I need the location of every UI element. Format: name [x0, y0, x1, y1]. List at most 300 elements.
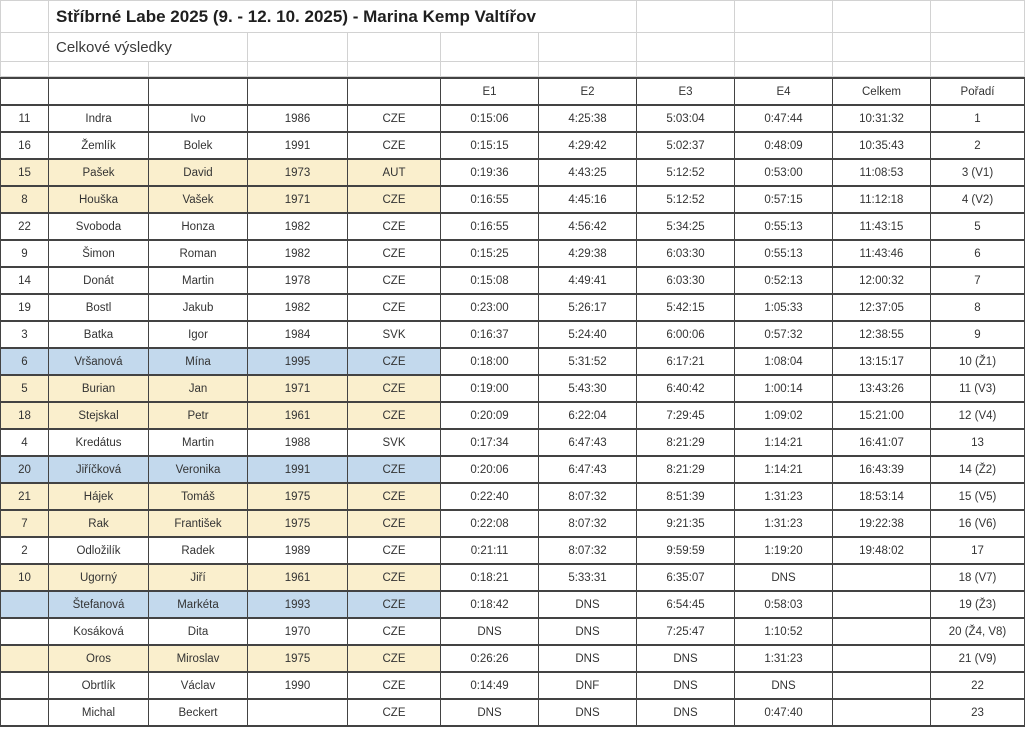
- cell-e4: 1:31:23: [735, 483, 833, 510]
- cell-e2: 5:33:31: [539, 564, 637, 591]
- table-row: [1, 132, 1025, 159]
- cell-total: 16:41:07: [833, 429, 931, 456]
- table-row: [1, 294, 1025, 321]
- cell-country: CZE: [348, 402, 441, 429]
- cell-year: 1975: [248, 645, 348, 672]
- cell-surname: Obrtlík: [49, 672, 149, 699]
- cell-e1: 0:22:08: [441, 510, 539, 537]
- cell-rank: 18 (V7): [931, 564, 1025, 591]
- cell-bib: 16: [1, 132, 49, 159]
- empty-cell: [441, 33, 539, 62]
- cell-total: 16:43:39: [833, 456, 931, 483]
- cell-e2: 4:29:42: [539, 132, 637, 159]
- cell-e3: 8:21:29: [637, 456, 735, 483]
- cell-year: 1991: [248, 456, 348, 483]
- cell-name: Martin: [149, 267, 248, 294]
- cell-total: 12:37:05: [833, 294, 931, 321]
- cell-total: 19:48:02: [833, 537, 931, 564]
- cell-year: 1971: [248, 186, 348, 213]
- cell-e4: 0:55:13: [735, 240, 833, 267]
- cell-surname: Houška: [49, 186, 149, 213]
- cell-e1: 0:14:49: [441, 672, 539, 699]
- cell-surname: Pašek: [49, 159, 149, 186]
- cell-e2: 8:07:32: [539, 537, 637, 564]
- table-row: [1, 510, 1025, 537]
- cell-name: Jan: [149, 375, 248, 402]
- cell-name: Veronika: [149, 456, 248, 483]
- cell-e4: 1:08:04: [735, 348, 833, 375]
- cell-e3: 6:03:30: [637, 240, 735, 267]
- header-e3: E3: [637, 78, 735, 105]
- cell-country: CZE: [348, 456, 441, 483]
- cell-rank: 15 (V5): [931, 483, 1025, 510]
- cell-rank: 6: [931, 240, 1025, 267]
- cell-e4: 1:31:23: [735, 510, 833, 537]
- cell-country: CZE: [348, 645, 441, 672]
- cell-bib: 21: [1, 483, 49, 510]
- cell-e3: 5:34:25: [637, 213, 735, 240]
- table-row: [1, 699, 1025, 726]
- cell-country: CZE: [348, 699, 441, 726]
- cell-total: 11:12:18: [833, 186, 931, 213]
- cell-country: CZE: [348, 240, 441, 267]
- cell-e3: 9:59:59: [637, 537, 735, 564]
- cell-surname: Svoboda: [49, 213, 149, 240]
- title-row: [1, 1, 1025, 33]
- cell-year: 1975: [248, 483, 348, 510]
- cell-surname: Indra: [49, 105, 149, 132]
- cell-e3: 5:12:52: [637, 186, 735, 213]
- cell-e4: 0:57:15: [735, 186, 833, 213]
- cell-e3: 5:42:15: [637, 294, 735, 321]
- cell-name: Bolek: [149, 132, 248, 159]
- table-row: [1, 240, 1025, 267]
- cell-e2: 8:07:32: [539, 510, 637, 537]
- cell-surname: Batka: [49, 321, 149, 348]
- cell-name: Jiří: [149, 564, 248, 591]
- cell-rank: 10 (Ž1): [931, 348, 1025, 375]
- cell-e4: 1:10:52: [735, 618, 833, 645]
- cell-e4: 0:58:03: [735, 591, 833, 618]
- table-row: [1, 375, 1025, 402]
- results-table: [0, 77, 1025, 727]
- cell-e1: 0:16:55: [441, 186, 539, 213]
- cell-name: Jakub: [149, 294, 248, 321]
- cell-year: 1989: [248, 537, 348, 564]
- cell-e1: 0:22:40: [441, 483, 539, 510]
- cell-bib: 6: [1, 348, 49, 375]
- cell-e2: 5:26:17: [539, 294, 637, 321]
- cell-total: [833, 672, 931, 699]
- cell-total: 10:35:43: [833, 132, 931, 159]
- corner-cell: [1, 1, 49, 33]
- empty-cell: [637, 1, 735, 33]
- cell-surname: Ugorný: [49, 564, 149, 591]
- cell-e1: 0:26:26: [441, 645, 539, 672]
- cell-e4: 1:09:02: [735, 402, 833, 429]
- cell-e2: 6:47:43: [539, 456, 637, 483]
- cell-e1: 0:21:11: [441, 537, 539, 564]
- cell-rank: 12 (V4): [931, 402, 1025, 429]
- cell-e4: 0:57:32: [735, 321, 833, 348]
- cell-country: AUT: [348, 159, 441, 186]
- table-row: [1, 456, 1025, 483]
- cell-e3: 5:02:37: [637, 132, 735, 159]
- cell-country: SVK: [348, 321, 441, 348]
- empty-cell: [637, 33, 735, 62]
- cell-e4: 1:19:20: [735, 537, 833, 564]
- table-row: [1, 321, 1025, 348]
- cell-country: CZE: [348, 294, 441, 321]
- cell-total: 11:43:46: [833, 240, 931, 267]
- cell-e2: 4:29:38: [539, 240, 637, 267]
- cell-e4: 0:47:44: [735, 105, 833, 132]
- cell-rank: 23: [931, 699, 1025, 726]
- cell-country: CZE: [348, 213, 441, 240]
- cell-e2: 6:22:04: [539, 402, 637, 429]
- cell-rank: 21 (V9): [931, 645, 1025, 672]
- cell-e1: 0:15:25: [441, 240, 539, 267]
- cell-country: CZE: [348, 375, 441, 402]
- table-row: [1, 618, 1025, 645]
- empty-cell: [1, 33, 49, 62]
- cell-e1: 0:16:55: [441, 213, 539, 240]
- header-e4: E4: [735, 78, 833, 105]
- cell-e4: DNS: [735, 564, 833, 591]
- table-row: [1, 672, 1025, 699]
- cell-bib: 14: [1, 267, 49, 294]
- page-title: Stříbrné Labe 2025 (9. - 12. 10. 2025) - Marina Kemp Valtířov: [49, 1, 637, 33]
- cell-year: 1961: [248, 402, 348, 429]
- cell-e2: 4:45:16: [539, 186, 637, 213]
- cell-year: 1971: [248, 375, 348, 402]
- cell-surname: Bostl: [49, 294, 149, 321]
- header-country: [348, 78, 441, 105]
- header-year: [248, 78, 348, 105]
- cell-year: 1975: [248, 510, 348, 537]
- cell-e3: 7:25:47: [637, 618, 735, 645]
- cell-total: 12:38:55: [833, 321, 931, 348]
- empty-cell: [833, 1, 931, 33]
- cell-total: 11:43:15: [833, 213, 931, 240]
- cell-e3: 9:21:35: [637, 510, 735, 537]
- cell-bib: 9: [1, 240, 49, 267]
- header-total: Celkem: [833, 78, 931, 105]
- cell-e1: 0:20:06: [441, 456, 539, 483]
- subtitle-row: [1, 33, 1025, 62]
- cell-e1: 0:20:09: [441, 402, 539, 429]
- cell-year: 1988: [248, 429, 348, 456]
- empty-cell: [735, 33, 833, 62]
- results-tbody: [1, 105, 1025, 726]
- cell-rank: 3 (V1): [931, 159, 1025, 186]
- cell-country: CZE: [348, 186, 441, 213]
- cell-name: Ivo: [149, 105, 248, 132]
- cell-rank: 8: [931, 294, 1025, 321]
- cell-rank: 20 (Ž4, V8): [931, 618, 1025, 645]
- cell-surname: Žemlík: [49, 132, 149, 159]
- cell-name: Martin: [149, 429, 248, 456]
- header-e2: E2: [539, 78, 637, 105]
- cell-surname: Oros: [49, 645, 149, 672]
- cell-country: CZE: [348, 132, 441, 159]
- cell-e3: 5:03:04: [637, 105, 735, 132]
- cell-rank: 7: [931, 267, 1025, 294]
- page-subtitle: Celkové výsledky: [49, 33, 248, 62]
- empty-cell: [931, 1, 1025, 33]
- cell-rank: 5: [931, 213, 1025, 240]
- cell-bib: 19: [1, 294, 49, 321]
- cell-e2: 5:24:40: [539, 321, 637, 348]
- cell-year: 1961: [248, 564, 348, 591]
- cell-surname: Jiříčková: [49, 456, 149, 483]
- cell-name: Mína: [149, 348, 248, 375]
- table-row: [1, 402, 1025, 429]
- cell-year: 1990: [248, 672, 348, 699]
- empty-cell: [348, 33, 441, 62]
- cell-name: František: [149, 510, 248, 537]
- cell-name: Radek: [149, 537, 248, 564]
- cell-e3: 8:21:29: [637, 429, 735, 456]
- cell-e2: DNS: [539, 699, 637, 726]
- table-row: [1, 537, 1025, 564]
- cell-e4: 1:14:21: [735, 429, 833, 456]
- cell-e2: 4:49:41: [539, 267, 637, 294]
- cell-bib: [1, 591, 49, 618]
- cell-e3: 7:29:45: [637, 402, 735, 429]
- header-surname: [49, 78, 149, 105]
- cell-e4: 1:00:14: [735, 375, 833, 402]
- cell-e4: 0:47:40: [735, 699, 833, 726]
- header-rank: Pořadí: [931, 78, 1025, 105]
- cell-country: CZE: [348, 564, 441, 591]
- cell-bib: 20: [1, 456, 49, 483]
- cell-e2: 4:25:38: [539, 105, 637, 132]
- cell-bib: 7: [1, 510, 49, 537]
- cell-total: [833, 591, 931, 618]
- cell-surname: Rak: [49, 510, 149, 537]
- cell-name: Roman: [149, 240, 248, 267]
- table-row: [1, 186, 1025, 213]
- table-row: [1, 348, 1025, 375]
- cell-name: Markéta: [149, 591, 248, 618]
- cell-total: 10:31:32: [833, 105, 931, 132]
- empty-cell: [539, 33, 637, 62]
- cell-e4: 0:52:13: [735, 267, 833, 294]
- cell-bib: 5: [1, 375, 49, 402]
- cell-e1: 0:19:36: [441, 159, 539, 186]
- cell-e2: 5:31:52: [539, 348, 637, 375]
- cell-bib: 3: [1, 321, 49, 348]
- cell-rank: 11 (V3): [931, 375, 1025, 402]
- cell-bib: 11: [1, 105, 49, 132]
- cell-surname: Stejskal: [49, 402, 149, 429]
- cell-rank: 22: [931, 672, 1025, 699]
- cell-e2: 8:07:32: [539, 483, 637, 510]
- cell-e1: DNS: [441, 699, 539, 726]
- cell-rank: 16 (V6): [931, 510, 1025, 537]
- cell-name: Beckert: [149, 699, 248, 726]
- cell-name: Igor: [149, 321, 248, 348]
- table-row: [1, 645, 1025, 672]
- cell-country: CZE: [348, 483, 441, 510]
- cell-e1: 0:15:06: [441, 105, 539, 132]
- cell-e4: 1:31:23: [735, 645, 833, 672]
- cell-e2: 5:43:30: [539, 375, 637, 402]
- cell-e2: 4:43:25: [539, 159, 637, 186]
- cell-country: CZE: [348, 672, 441, 699]
- cell-total: [833, 564, 931, 591]
- cell-year: 1995: [248, 348, 348, 375]
- cell-surname: Donát: [49, 267, 149, 294]
- cell-bib: [1, 672, 49, 699]
- cell-rank: 4 (V2): [931, 186, 1025, 213]
- cell-rank: 19 (Ž3): [931, 591, 1025, 618]
- cell-e3: 5:12:52: [637, 159, 735, 186]
- header-e1: E1: [441, 78, 539, 105]
- cell-e2: DNS: [539, 591, 637, 618]
- cell-name: Vašek: [149, 186, 248, 213]
- cell-e3: 6:40:42: [637, 375, 735, 402]
- cell-total: 19:22:38: [833, 510, 931, 537]
- cell-rank: 2: [931, 132, 1025, 159]
- cell-bib: [1, 645, 49, 672]
- cell-bib: 15: [1, 159, 49, 186]
- cell-year: 1978: [248, 267, 348, 294]
- cell-total: 13:15:17: [833, 348, 931, 375]
- cell-name: Václav: [149, 672, 248, 699]
- cell-e3: 6:00:06: [637, 321, 735, 348]
- cell-total: 15:21:00: [833, 402, 931, 429]
- header-firstname: [149, 78, 248, 105]
- cell-e2: DNS: [539, 618, 637, 645]
- cell-e1: 0:18:42: [441, 591, 539, 618]
- cell-e4: 1:05:33: [735, 294, 833, 321]
- cell-rank: 17: [931, 537, 1025, 564]
- cell-surname: Kosáková: [49, 618, 149, 645]
- table-row: [1, 483, 1025, 510]
- cell-e4: 1:14:21: [735, 456, 833, 483]
- table-row: [1, 105, 1025, 132]
- table-row: [1, 213, 1025, 240]
- cell-e3: DNS: [637, 645, 735, 672]
- cell-e1: 0:15:15: [441, 132, 539, 159]
- cell-country: SVK: [348, 429, 441, 456]
- cell-name: Dita: [149, 618, 248, 645]
- cell-e4: 0:48:09: [735, 132, 833, 159]
- cell-name: Honza: [149, 213, 248, 240]
- cell-total: 18:53:14: [833, 483, 931, 510]
- cell-bib: [1, 699, 49, 726]
- empty-cell: [931, 33, 1025, 62]
- cell-e3: 8:51:39: [637, 483, 735, 510]
- table-row: [1, 159, 1025, 186]
- cell-bib: 10: [1, 564, 49, 591]
- table-row: [1, 429, 1025, 456]
- empty-cell: [248, 33, 348, 62]
- cell-year: 1982: [248, 213, 348, 240]
- empty-cell: [833, 33, 931, 62]
- cell-year: [248, 699, 348, 726]
- cell-year: 1986: [248, 105, 348, 132]
- cell-total: 13:43:26: [833, 375, 931, 402]
- cell-rank: 9: [931, 321, 1025, 348]
- cell-e2: DNS: [539, 645, 637, 672]
- spacer-row: [1, 62, 1025, 77]
- cell-e1: 0:19:00: [441, 375, 539, 402]
- cell-e1: 0:15:08: [441, 267, 539, 294]
- cell-rank: 14 (Ž2): [931, 456, 1025, 483]
- cell-e4: DNS: [735, 672, 833, 699]
- cell-name: Miroslav: [149, 645, 248, 672]
- cell-e3: DNS: [637, 672, 735, 699]
- cell-e3: 6:54:45: [637, 591, 735, 618]
- cell-bib: 4: [1, 429, 49, 456]
- cell-bib: 8: [1, 186, 49, 213]
- cell-name: Tomáš: [149, 483, 248, 510]
- cell-e2: 4:56:42: [539, 213, 637, 240]
- cell-surname: Michal: [49, 699, 149, 726]
- column-header-row: [1, 78, 1025, 105]
- cell-e1: 0:18:21: [441, 564, 539, 591]
- cell-e1: 0:17:34: [441, 429, 539, 456]
- cell-surname: Šimon: [49, 240, 149, 267]
- sheet-header-area: [0, 0, 1025, 77]
- cell-total: [833, 618, 931, 645]
- cell-total: 11:08:53: [833, 159, 931, 186]
- cell-total: 12:00:32: [833, 267, 931, 294]
- cell-e1: 0:23:00: [441, 294, 539, 321]
- cell-country: CZE: [348, 267, 441, 294]
- cell-year: 1991: [248, 132, 348, 159]
- cell-surname: Štefanová: [49, 591, 149, 618]
- cell-name: David: [149, 159, 248, 186]
- cell-country: CZE: [348, 537, 441, 564]
- cell-country: CZE: [348, 105, 441, 132]
- cell-year: 1993: [248, 591, 348, 618]
- cell-bib: 18: [1, 402, 49, 429]
- cell-bib: 22: [1, 213, 49, 240]
- cell-surname: Hájek: [49, 483, 149, 510]
- cell-e3: DNS: [637, 699, 735, 726]
- cell-e1: DNS: [441, 618, 539, 645]
- empty-cell: [735, 1, 833, 33]
- cell-e2: 6:47:43: [539, 429, 637, 456]
- cell-e1: 0:16:37: [441, 321, 539, 348]
- cell-year: 1970: [248, 618, 348, 645]
- cell-surname: Burian: [49, 375, 149, 402]
- cell-name: Petr: [149, 402, 248, 429]
- cell-total: [833, 645, 931, 672]
- cell-bib: 2: [1, 537, 49, 564]
- cell-surname: Vršanová: [49, 348, 149, 375]
- cell-bib: [1, 618, 49, 645]
- cell-e3: 6:03:30: [637, 267, 735, 294]
- cell-year: 1984: [248, 321, 348, 348]
- cell-country: CZE: [348, 618, 441, 645]
- cell-country: CZE: [348, 591, 441, 618]
- cell-e3: 6:17:21: [637, 348, 735, 375]
- cell-surname: Kredátus: [49, 429, 149, 456]
- cell-surname: Odložilík: [49, 537, 149, 564]
- table-row: [1, 564, 1025, 591]
- cell-e2: DNF: [539, 672, 637, 699]
- cell-country: CZE: [348, 510, 441, 537]
- cell-country: CZE: [348, 348, 441, 375]
- cell-rank: 1: [931, 105, 1025, 132]
- cell-total: [833, 699, 931, 726]
- cell-rank: 13: [931, 429, 1025, 456]
